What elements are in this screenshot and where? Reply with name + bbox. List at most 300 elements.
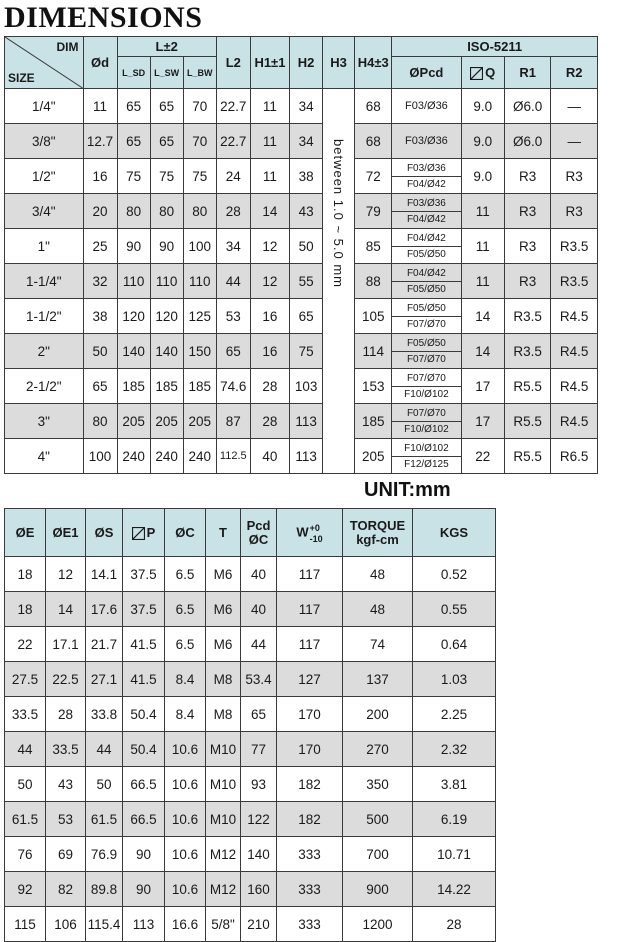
- cell-d: 25: [83, 229, 117, 264]
- cell-d: 80: [83, 404, 117, 439]
- cell-pcd: [392, 299, 461, 334]
- cell-h4: 153: [355, 369, 392, 404]
- cell-size: 3": [5, 404, 84, 439]
- header-l2: L2: [216, 37, 250, 89]
- cell-w: 333: [277, 872, 343, 907]
- cell-pcd: F03/Ø36: [392, 89, 461, 124]
- cell-e: 76: [5, 837, 46, 872]
- cell-p: 50.4: [123, 697, 165, 732]
- square-flat-icon: [470, 67, 483, 80]
- cell-t: M12: [206, 872, 241, 907]
- cell-torque: 900: [343, 872, 413, 907]
- pcd-value: F12/Ø125: [392, 456, 460, 472]
- cell-pcd-c: 93: [241, 767, 277, 802]
- cell-kgs: 28: [413, 907, 496, 942]
- cell-h4: 79: [355, 194, 392, 229]
- cell-r2: R4.5: [551, 404, 598, 439]
- cell-p: 37.5: [123, 557, 165, 592]
- cell-kgs: 14.22: [413, 872, 496, 907]
- pcd-value: F10/Ø102: [392, 421, 460, 437]
- dimensions-table: [4, 36, 598, 474]
- cell-l-bw: 80: [183, 194, 216, 229]
- cell-t: M10: [206, 802, 241, 837]
- cell-r1: Ø6.0: [504, 124, 550, 159]
- cell-l-sw: 205: [150, 404, 183, 439]
- cell-t: 5/8": [206, 907, 241, 942]
- header-q: Q: [461, 57, 504, 89]
- table-row: [5, 767, 496, 802]
- cell-r2: —: [551, 89, 598, 124]
- cell-h2: 34: [290, 124, 323, 159]
- cell-l2: 44: [216, 264, 250, 299]
- cell-pcd-c: 210: [241, 907, 277, 942]
- cell-h4: 105: [355, 299, 392, 334]
- cell-w: 333: [277, 837, 343, 872]
- cell-l2: 22.7: [216, 124, 250, 159]
- cell-w: 117: [277, 592, 343, 627]
- cell-h1: 40: [250, 439, 289, 474]
- cell-torque: 74: [343, 627, 413, 662]
- pcd-value: F10/Ø102: [392, 386, 460, 402]
- cell-h2: 43: [290, 194, 323, 229]
- cell-size: 1-1/4": [5, 264, 84, 299]
- cell-h1: 28: [250, 404, 289, 439]
- cell-pcd: [392, 229, 461, 264]
- cell-l-sw: 110: [150, 264, 183, 299]
- pcd-value: F05/Ø50: [406, 302, 446, 314]
- pcd-value: F04/Ø42: [392, 211, 460, 227]
- cell-q: 22: [461, 439, 504, 474]
- cell-size: 3/4": [5, 194, 84, 229]
- cell-l-bw: 150: [183, 334, 216, 369]
- table-row: [5, 334, 598, 369]
- cell-p: 50.4: [123, 732, 165, 767]
- pcd-value: F10/Ø102: [404, 442, 449, 454]
- table-row: [5, 404, 598, 439]
- cell-l-sd: 185: [117, 369, 150, 404]
- cell-c: 16.6: [165, 907, 206, 942]
- cell-torque: 137: [343, 662, 413, 697]
- cell-l-sd: 75: [117, 159, 150, 194]
- cell-p: 37.5: [123, 592, 165, 627]
- cell-t: M6: [206, 592, 241, 627]
- cell-e1: 14: [46, 592, 86, 627]
- header-p: P: [123, 509, 165, 557]
- cell-l2: 74.6: [216, 369, 250, 404]
- cell-q: 11: [461, 194, 504, 229]
- cell-q: 14: [461, 299, 504, 334]
- cell-l2: 34: [216, 229, 250, 264]
- cell-h4: 85: [355, 229, 392, 264]
- cell-size: 2": [5, 334, 84, 369]
- header-h2: H2: [290, 37, 323, 89]
- cell-e1: 43: [46, 767, 86, 802]
- cell-kgs: 1.03: [413, 662, 496, 697]
- cell-h4: 68: [355, 124, 392, 159]
- cell-kgs: 2.25: [413, 697, 496, 732]
- cell-l-bw: 70: [183, 124, 216, 159]
- square-flat-icon: [132, 527, 145, 540]
- pcd-value: F04/Ø42: [406, 232, 446, 244]
- cell-pcd-c: 140: [241, 837, 277, 872]
- cell-size: 3/8": [5, 124, 84, 159]
- cell-h1: 16: [250, 299, 289, 334]
- cell-kgs: 0.55: [413, 592, 496, 627]
- cell-h1: 11: [250, 124, 289, 159]
- cell-c: 8.4: [165, 697, 206, 732]
- cell-torque: 700: [343, 837, 413, 872]
- cell-e: 92: [5, 872, 46, 907]
- cell-l2: 28: [216, 194, 250, 229]
- cell-c: 6.5: [165, 557, 206, 592]
- pcd-value: F04/Ø42: [392, 176, 460, 192]
- cell-h2: 113: [290, 439, 323, 474]
- cell-q: 11: [461, 264, 504, 299]
- cell-l2: 24: [216, 159, 250, 194]
- table-row: [5, 627, 496, 662]
- cell-c: 10.6: [165, 802, 206, 837]
- cell-l-sd: 240: [117, 439, 150, 474]
- cell-e: 18: [5, 557, 46, 592]
- cell-h4: 88: [355, 264, 392, 299]
- cell-p: 66.5: [123, 767, 165, 802]
- cell-l-sd: 80: [117, 194, 150, 229]
- cell-r1: R3.5: [504, 334, 550, 369]
- cell-e: 44: [5, 732, 46, 767]
- header-h4: H4±3: [355, 37, 392, 89]
- cell-c: 10.6: [165, 732, 206, 767]
- header-l-sd: L_SD: [117, 57, 150, 89]
- table-row: [5, 299, 598, 334]
- header-h3: H3: [323, 37, 355, 89]
- cell-h1: 14: [250, 194, 289, 229]
- cell-d: 38: [83, 299, 117, 334]
- cell-l-bw: 125: [183, 299, 216, 334]
- cell-l-bw: 70: [183, 89, 216, 124]
- cell-pcd: [392, 369, 461, 404]
- pcd-value: F07/Ø70: [406, 372, 446, 384]
- table-row: [5, 697, 496, 732]
- cell-pcd-c: 53.4: [241, 662, 277, 697]
- cell-s: 14.1: [86, 557, 123, 592]
- pcd-value: F07/Ø70: [406, 407, 446, 419]
- pcd-value: F03/Ø36: [406, 162, 446, 174]
- cell-h4: 72: [355, 159, 392, 194]
- cell-e1: 22.5: [46, 662, 86, 697]
- table-row: [5, 732, 496, 767]
- cell-q: 17: [461, 369, 504, 404]
- cell-torque: 1200: [343, 907, 413, 942]
- cell-d: 16: [83, 159, 117, 194]
- cell-l-sd: 65: [117, 89, 150, 124]
- cell-pcd-c: 122: [241, 802, 277, 837]
- cell-c: 10.6: [165, 872, 206, 907]
- cell-l2: 87: [216, 404, 250, 439]
- cell-r2: R6.5: [551, 439, 598, 474]
- cell-l-sw: 75: [150, 159, 183, 194]
- cell-h2: 50: [290, 229, 323, 264]
- cell-pcd: F03/Ø36: [392, 124, 461, 159]
- header-l-group: L±2: [117, 37, 216, 57]
- cell-p: 41.5: [123, 662, 165, 697]
- cell-torque: 500: [343, 802, 413, 837]
- cell-p: 41.5: [123, 627, 165, 662]
- cell-h4: 185: [355, 404, 392, 439]
- cell-pcd-c: 40: [241, 557, 277, 592]
- table-row: [5, 872, 496, 907]
- cell-e1: 82: [46, 872, 86, 907]
- cell-pcd-c: 77: [241, 732, 277, 767]
- cell-r2: R3.5: [551, 264, 598, 299]
- cell-pcd: [392, 194, 461, 229]
- cell-torque: 48: [343, 557, 413, 592]
- table-row: [5, 264, 598, 299]
- cell-torque: 48: [343, 592, 413, 627]
- cell-h1: 12: [250, 229, 289, 264]
- cell-h3-range: [323, 89, 355, 474]
- cell-w: 182: [277, 767, 343, 802]
- cell-r1: R3: [504, 159, 550, 194]
- cell-h2: 34: [290, 89, 323, 124]
- cell-q: 11: [461, 229, 504, 264]
- cell-l-sw: 65: [150, 89, 183, 124]
- cell-l-sd: 90: [117, 229, 150, 264]
- table-row: [5, 439, 598, 474]
- pcd-value: F05/Ø50: [392, 281, 460, 297]
- cell-pcd-c: 44: [241, 627, 277, 662]
- cell-kgs: 0.52: [413, 557, 496, 592]
- cell-l-sw: 120: [150, 299, 183, 334]
- cell-kgs: 10.71: [413, 837, 496, 872]
- cell-r1: R3: [504, 194, 550, 229]
- cell-l-sw: 90: [150, 229, 183, 264]
- cell-h4: 68: [355, 89, 392, 124]
- cell-h1: 28: [250, 369, 289, 404]
- cell-l2: 65: [216, 334, 250, 369]
- dim-label: DIM: [56, 40, 79, 54]
- header-r2: R2: [551, 57, 598, 89]
- cell-l-sw: 240: [150, 439, 183, 474]
- cell-h1: 12: [250, 264, 289, 299]
- cell-kgs: 2.32: [413, 732, 496, 767]
- cell-w: 117: [277, 557, 343, 592]
- cell-c: 10.6: [165, 767, 206, 802]
- cell-p: 90: [123, 837, 165, 872]
- cell-h4: 205: [355, 439, 392, 474]
- cell-r2: R4.5: [551, 369, 598, 404]
- cell-l-bw: 205: [183, 404, 216, 439]
- table-row: [5, 124, 598, 159]
- cell-c: 8.4: [165, 662, 206, 697]
- cell-e1: 33.5: [46, 732, 86, 767]
- cell-h2: 75: [290, 334, 323, 369]
- header-w: W+0 -10: [277, 509, 343, 557]
- cell-torque: 350: [343, 767, 413, 802]
- table-row: [5, 89, 598, 124]
- cell-e: 22: [5, 627, 46, 662]
- table-row: [5, 557, 496, 592]
- cell-q: 14: [461, 334, 504, 369]
- table-row: [5, 662, 496, 697]
- cell-p: 113: [123, 907, 165, 942]
- cell-d: 20: [83, 194, 117, 229]
- header-kgs: KGS: [413, 509, 496, 557]
- cell-r2: R3: [551, 159, 598, 194]
- cell-d: 65: [83, 369, 117, 404]
- cell-w: 170: [277, 732, 343, 767]
- cell-pcd: [392, 334, 461, 369]
- cell-h4: 114: [355, 334, 392, 369]
- cell-t: M10: [206, 767, 241, 802]
- cell-pcd-c: 40: [241, 592, 277, 627]
- cell-l-sd: 120: [117, 299, 150, 334]
- cell-r2: R4.5: [551, 299, 598, 334]
- cell-h2: 55: [290, 264, 323, 299]
- cell-torque: 270: [343, 732, 413, 767]
- cell-h1: 16: [250, 334, 289, 369]
- unit-label: UNIT:mm: [364, 479, 451, 501]
- cell-l2: 22.7: [216, 89, 250, 124]
- cell-r1: R5.5: [504, 439, 550, 474]
- cell-kgs: 3.81: [413, 767, 496, 802]
- cell-s: 27.1: [86, 662, 123, 697]
- header-h1: H1±1: [250, 37, 289, 89]
- cell-l-bw: 110: [183, 264, 216, 299]
- pcd-value: F05/Ø50: [406, 337, 446, 349]
- cell-c: 10.6: [165, 837, 206, 872]
- cell-s: 21.7: [86, 627, 123, 662]
- table-row: [5, 837, 496, 872]
- cell-r2: —: [551, 124, 598, 159]
- cell-r1: R3: [504, 264, 550, 299]
- cell-h2: 113: [290, 404, 323, 439]
- cell-s: 50: [86, 767, 123, 802]
- cell-r2: R3: [551, 194, 598, 229]
- cell-pcd-c: 160: [241, 872, 277, 907]
- h3-range-text: between 1.0 ~ 5.0 mm: [331, 139, 347, 288]
- table-row: [5, 592, 496, 627]
- cell-t: M12: [206, 837, 241, 872]
- table-row: [5, 194, 598, 229]
- dim-size-header: [5, 37, 84, 89]
- cell-l-sd: 205: [117, 404, 150, 439]
- cell-d: 32: [83, 264, 117, 299]
- cell-d: 50: [83, 334, 117, 369]
- cell-kgs: 0.64: [413, 627, 496, 662]
- cell-torque: 200: [343, 697, 413, 732]
- cell-s: 61.5: [86, 802, 123, 837]
- cell-h2: 65: [290, 299, 323, 334]
- cell-h2: 38: [290, 159, 323, 194]
- cell-l-sd: 140: [117, 334, 150, 369]
- header-r1: R1: [504, 57, 550, 89]
- cell-kgs: 6.19: [413, 802, 496, 837]
- cell-s: 33.8: [86, 697, 123, 732]
- cell-pcd: [392, 264, 461, 299]
- cell-q: 17: [461, 404, 504, 439]
- cell-s: 89.8: [86, 872, 123, 907]
- cell-pcd: [392, 404, 461, 439]
- cell-r1: R3.5: [504, 299, 550, 334]
- specs-table: [4, 508, 496, 942]
- cell-e: 18: [5, 592, 46, 627]
- size-label: SIZE: [8, 71, 35, 85]
- cell-e1: 17.1: [46, 627, 86, 662]
- cell-s: 76.9: [86, 837, 123, 872]
- cell-c: 6.5: [165, 627, 206, 662]
- cell-h2: 103: [290, 369, 323, 404]
- cell-q: 9.0: [461, 159, 504, 194]
- cell-q: 9.0: [461, 89, 504, 124]
- cell-l-sw: 185: [150, 369, 183, 404]
- cell-l-bw: 100: [183, 229, 216, 264]
- header-s: ØS: [86, 509, 123, 557]
- cell-w: 170: [277, 697, 343, 732]
- cell-size: 1/2": [5, 159, 84, 194]
- cell-e1: 106: [46, 907, 86, 942]
- cell-size: 2-1/2": [5, 369, 84, 404]
- cell-l-bw: 240: [183, 439, 216, 474]
- cell-e: 33.5: [5, 697, 46, 732]
- cell-e: 61.5: [5, 802, 46, 837]
- cell-size: 1/4": [5, 89, 84, 124]
- pcd-value: F03/Ø36: [406, 197, 446, 209]
- cell-pcd-c: 65: [241, 697, 277, 732]
- cell-l-sd: 65: [117, 124, 150, 159]
- table-row: [5, 907, 496, 942]
- pcd-value: F07/Ø70: [392, 351, 460, 367]
- table-row: [5, 369, 598, 404]
- page-title: DIMENSIONS: [4, 1, 203, 34]
- cell-p: 66.5: [123, 802, 165, 837]
- cell-s: 115.4: [86, 907, 123, 942]
- cell-r1: R5.5: [504, 369, 550, 404]
- cell-r1: R5.5: [504, 404, 550, 439]
- cell-e1: 69: [46, 837, 86, 872]
- cell-l-sw: 140: [150, 334, 183, 369]
- cell-r2: R4.5: [551, 334, 598, 369]
- cell-t: M6: [206, 627, 241, 662]
- pcd-value: F07/Ø70: [392, 316, 460, 332]
- cell-l2: 53: [216, 299, 250, 334]
- header-e: ØE: [5, 509, 46, 557]
- cell-q: 9.0: [461, 124, 504, 159]
- cell-t: M6: [206, 557, 241, 592]
- cell-c: 6.5: [165, 592, 206, 627]
- cell-size: 1": [5, 229, 84, 264]
- cell-t: M10: [206, 732, 241, 767]
- cell-t: M8: [206, 662, 241, 697]
- table-row: [5, 159, 598, 194]
- cell-l-sw: 80: [150, 194, 183, 229]
- cell-size: 4": [5, 439, 84, 474]
- header-d: Ød: [83, 37, 117, 89]
- cell-p: 90: [123, 872, 165, 907]
- table-row: [5, 229, 598, 264]
- header-e1: ØE1: [46, 509, 86, 557]
- cell-h1: 11: [250, 159, 289, 194]
- cell-l-sw: 65: [150, 124, 183, 159]
- cell-l-bw: 75: [183, 159, 216, 194]
- cell-e: 50: [5, 767, 46, 802]
- pcd-value: F05/Ø50: [392, 246, 460, 262]
- table-row: [5, 802, 496, 837]
- cell-l-bw: 185: [183, 369, 216, 404]
- header-l-sw: L_SW: [150, 57, 183, 89]
- cell-d: 12.7: [83, 124, 117, 159]
- cell-e1: 53: [46, 802, 86, 837]
- cell-d: 100: [83, 439, 117, 474]
